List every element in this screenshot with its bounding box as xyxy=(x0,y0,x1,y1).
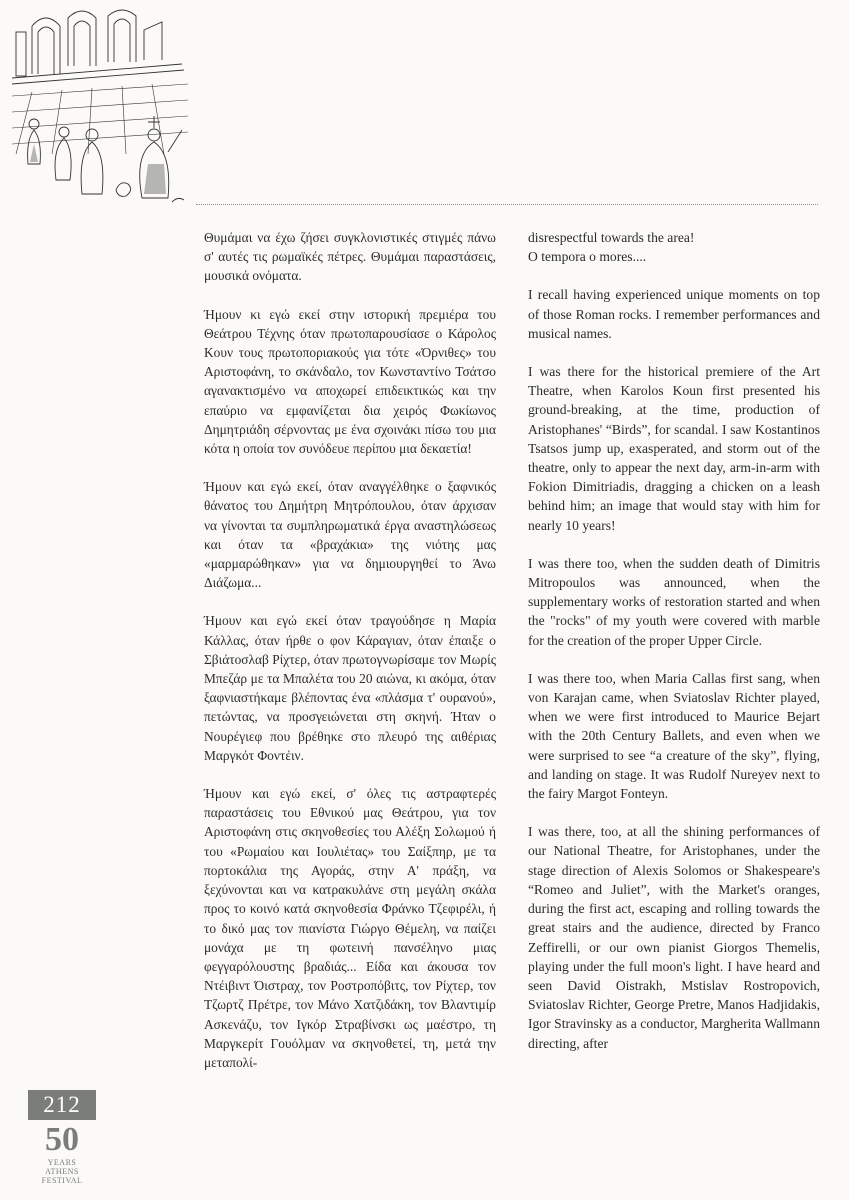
theatre-sketch-illustration xyxy=(12,4,188,206)
badge-years-label: YEARS xyxy=(47,1158,77,1167)
english-paragraph: I was there for the historical premiere of the Art Theatre, when Karolos Koun first presented his ground-breaking, at the time, production of Aristophanes' “Birds”, for scandal. I saw Kostantinos Tsatsos jump up, exasperated, and storm out of the theatre, only to appear the next day, arm-in-arm with Fokion Dimitriadis, dragging a chicken on a leash behind him; an image that would stay with him for nearly 10 years! xyxy=(528,364,820,533)
badge-athens-label: ATHENS xyxy=(45,1167,79,1176)
english-paragraph: I recall having experienced unique moments on top of those Roman rocks. I remember performances and musical names. xyxy=(528,287,820,341)
english-paragraph: I was there, too, at all the shining performances of our National Theatre, for Aristophanes, under the stage direction of Alexis Solomos or Shakespeare's “Romeo and Juliet”, with the Market's oranges, during the first act, escaping and rolling towards the great stairs and the audience, directed by Franco Zeffirelli, or our own pianist Giorgos Themelis, playing under the full moon's light. I have heard and seen David Oistrakh, Mstislav Rostropovich, Sviatoslav Richter, George Pretre, Manos Hadjidakis, Igor Stravinsky as a conductor, Margherita Wallmann directing, after xyxy=(528,824,820,1051)
badge-years-number: 50 xyxy=(45,1121,79,1158)
greek-paragraph: Ήμουν και εγώ εκεί, σ' όλες τις αστραφτερές παραστάσεις του Εθνικού μας Θεάτρου, για τον Αριστοφάνη στις σκηνοθεσίες του Αλέξη Σολωμού ή του «Ρωμαίου και Ιουλιέτας» του Σαίξπηρ, με τα πορτοκάλια της Αγοράς, στην Α' πράξη, να ξεχύνονται και να κατρακυλάνε στη μεγάλη σκάλα προς το κοινό κατά σκηνοθεσία Φράνκο Τζεφιρέλι, ή το δικό μας τον πιανίστα Γιώργο Θέμελη, να παίζει μονάχα με τη φωτεινή πανσέληνο μιας φεγγαρόλουστης βραδιάς... Είδα και άκουσα τον Ντέιβιντ Όιστραχ, τον Ροστροπόβιτς, τον Ρίχτερ, τον Τζωρτζ Πρέτρε, τον Μάνο Χατζιδάκη, τον Βλαντιμίρ Ασκενάζυ, τον Ιγκόρ Στραβίνσκι ως μαέστρο, τη Μαργκερίτ Γουόλμαν να σκηνοθετεί, τη, μετά την μεταπολί- xyxy=(204,786,496,1070)
greek-paragraph: Ήμουν και εγώ εκεί, όταν αναγγέλθηκε ο ξαφνικός θάνατος του Δημήτρη Μητρόπουλου, όταν άρχισαν να γίνονται τα συμπληρωματικά έργα αναστηλώσεως και όταν τα «βραχάκια» της νιότης μας «μαρμαρώθηκαν» για να δημιουργηθεί το Άνω Διάζωμα... xyxy=(204,479,496,591)
badge-festival-label: FESTIVAL xyxy=(41,1176,83,1185)
festival-badge xyxy=(28,1122,96,1185)
section-divider xyxy=(196,204,818,205)
greek-paragraph: Ήμουν κι εγώ εκεί στην ιστορική πρεμιέρα του Θεάτρου Τέχνης όταν πρωτοπαρουσίασε ο Κάρολος Κουν τους πρωτοποριακούς για τότε «Όρνιθες» του Αριστοφάνη, το σκάνδαλο, τον Κωνσταντίνο Τσάτσο αγανακτισμένο να αποχωρεί επιδεικτικώς και την επαύριο να εμφανίζεται δια χειρός Φωκίωνος Δημητριάδη σέρνοντας με ένα σχοινάκι πίσω του μια κότα η οποία τον συνόδευε περίπου μια δεκαετία! xyxy=(204,306,496,457)
english-text-column xyxy=(528,228,820,1072)
greek-paragraph: Θυμάμαι να έχω ζήσει συγκλονιστικές στιγμές πάνω σ' αυτές τις ρωμαϊκές πέτρες. Θυμάμαι παραστάσεις, μουσικά ονόματα. xyxy=(204,230,496,284)
english-paragraph: disrespectful towards the area! xyxy=(528,230,695,245)
english-paragraph: O tempora o mores.... xyxy=(528,249,647,265)
english-paragraph: I was there too, when the sudden death of Dimitris Mitropoulos was announced, when the supplementary works of restoration started and when the "rocks" of my youth were covered with marble for the creation of the proper Upper Circle. xyxy=(528,555,820,648)
english-paragraph: I was there too, when Maria Callas first sang, when von Karajan came, when Sviatoslav Richter played, when we were first introduced to Maurice Bejart with the 20th Century Ballets, and even when we were surprised to see “a creature of the sky”, flying, and landing on stage. It was Rudolf Nureyev next to the fairy Margot Fonteyn. xyxy=(528,670,820,802)
page-number: 212 xyxy=(28,1090,96,1120)
greek-text-column xyxy=(204,228,496,1091)
greek-paragraph: Ήμουν και εγώ εκεί όταν τραγούδησε η Μαρία Κάλλας, όταν ήρθε ο φον Κάραγιαν, όταν έπαιξε ο Σβιάτοσλαβ Ρίχτερ, όταν πρωτογνωρίσαμε τον Μωρίς Μπεζάρ με τα Μπαλέτα του 20 αιώνα, κι ακόμα, όταν ξαφνιαστήκαμε βλέποντας ένα «πλάσμα τ' ουρανού», πετώντας, να προσγειώνεται στη σκηνή. Ήταν ο Νουρέγιεφ που βρέθηκε στο πλευρό της αιθέριας Μαργκότ Φοντέιν. xyxy=(204,613,496,763)
